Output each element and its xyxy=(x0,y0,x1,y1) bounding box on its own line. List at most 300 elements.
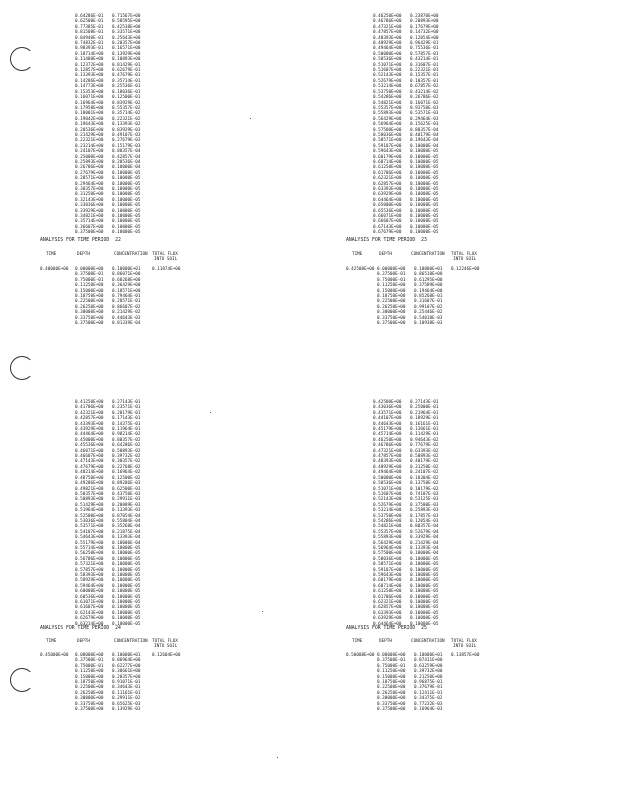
continued-depth-column-cell: 0.60179E+00 xyxy=(373,154,402,160)
concentration-column-cell: 0.10938E-03 xyxy=(414,321,443,327)
continued-concentration-column-cell: 0.10000E-05 xyxy=(112,573,141,578)
continued-concentration-column-cell: 0.10000E-05 xyxy=(410,583,439,589)
time-value: 0.50000E+00 xyxy=(346,653,375,658)
continued-concentration-column-cell: 0.15625E-03 xyxy=(410,122,439,128)
continued-concentration-column-cell: 0.10000E-05 xyxy=(112,197,141,203)
continued-concentration-column-cell: 0.13750E-02 xyxy=(410,481,439,487)
continued-depth-column-cell: 0.63929E+00 xyxy=(373,616,402,622)
continued-depth-column-cell: 0.61071E+00 xyxy=(75,600,104,606)
continued-concentration-column-cell: 0.10000E-04 xyxy=(112,165,141,171)
concentration-column-cell: 0.63259E+00 xyxy=(414,663,443,669)
continued-concentration-column-cell: 0.25000E-01 xyxy=(410,405,439,411)
continued-depth-column-cell: 0.25893E+00 xyxy=(75,159,104,165)
continued-depth-column-cell: 0.52679E+00 xyxy=(373,502,402,508)
continued-depth-column-cell: 0.53750E+00 xyxy=(373,89,402,95)
period-header: ANALYSIS FOR TIME PERIOD 24 xyxy=(40,626,121,631)
continued-concentration-column-cell: 0.10179E-02 xyxy=(410,486,439,492)
continued-depth-column-cell: 0.30357E+00 xyxy=(75,187,104,192)
continued-concentration-column-cell: 0.20089E-03 xyxy=(112,502,141,508)
continued-concentration-column xyxy=(112,400,140,627)
continued-depth-column-cell: 0.35714E+00 xyxy=(75,219,104,225)
depth-column-cell: 0.00000E+00 xyxy=(75,267,104,272)
depth-column-cell: 0.22500E+00 xyxy=(75,685,104,691)
continued-concentration-column-cell: 0.18929E-01 xyxy=(410,416,439,422)
column-header-time: TIME xyxy=(352,639,363,644)
binder-hole-top xyxy=(10,47,34,71)
scan-speck xyxy=(250,118,251,119)
continued-depth-column-cell: 0.45179E+00 xyxy=(373,427,402,433)
continued-concentration-column-cell: 0.39732E-02 xyxy=(112,454,141,460)
continued-depth-column-cell: 0.54821E+00 xyxy=(373,524,402,530)
continued-depth-column-cell: 0.56429E+00 xyxy=(373,540,402,546)
column-header-concentration: CONCENTRATION xyxy=(411,639,445,644)
continued-concentration-column-cell: 0.62500E-03 xyxy=(112,486,141,492)
continued-depth-column-cell: 0.31250E+00 xyxy=(75,192,104,198)
continued-concentration-column-cell: 0.13661E-01 xyxy=(410,427,439,433)
continued-concentration-column-cell: 0.12054E+00 xyxy=(410,35,439,41)
depth-column-cell: 0.30000E+00 xyxy=(377,696,406,702)
continued-depth-column-cell: 0.55893E+00 xyxy=(373,111,402,117)
continued-depth-column-cell: 0.45536E+00 xyxy=(75,443,104,449)
continued-depth-column-cell: 0.28571E+00 xyxy=(75,176,104,182)
concentration-column-cell: 0.86071E+00 xyxy=(112,272,141,278)
column-header-into-soil: INTO SOIL xyxy=(154,644,178,649)
continued-depth-column-cell: 0.50000E+00 xyxy=(373,51,402,57)
continued-concentration-column-cell: 0.10000E-05 xyxy=(112,181,141,187)
continued-concentration-column-cell: 0.10000E-05 xyxy=(410,214,439,220)
continued-concentration-column-cell: 0.83929E-02 xyxy=(112,100,141,106)
continued-depth-column-cell: 0.47321E+00 xyxy=(373,448,402,454)
depth-column-cell: 0.30000E+00 xyxy=(75,310,104,316)
continued-depth-column-cell: 0.63393E+00 xyxy=(373,187,402,192)
depth-column-cell: 0.26250E+00 xyxy=(75,690,104,696)
depth-column-cell: 0.75000E-01 xyxy=(377,663,406,669)
concentration-column-cell: 0.10000E+01 xyxy=(414,267,443,272)
continued-concentration-column-cell: 0.18036E-01 xyxy=(112,89,141,95)
continued-depth-column xyxy=(75,400,103,627)
continued-depth-column-cell: 0.46250E+00 xyxy=(373,14,402,19)
column-header-time: TIME xyxy=(352,252,363,257)
continued-concentration-column-cell: 0.57857E-01 xyxy=(410,51,439,57)
continued-concentration-column-cell: 0.35268E-04 xyxy=(112,524,141,530)
depth-column-cell: 0.37500E+00 xyxy=(75,321,104,327)
concentration-column-cell: 0.37589E+00 xyxy=(414,283,443,289)
concentration-column xyxy=(414,653,442,712)
total-flux-value: 0.13857E+00 xyxy=(451,653,480,658)
total-flux-value: 0.12604E+00 xyxy=(152,653,181,658)
continued-concentration-column-cell: 0.17143E-01 xyxy=(112,416,141,422)
continued-depth-column-cell: 0.64464E+00 xyxy=(373,197,402,203)
continued-concentration-column-cell: 0.10000E-05 xyxy=(112,605,141,611)
depth-column-cell: 0.75000E-01 xyxy=(75,277,104,283)
continued-concentration-column-cell: 0.15357E-01 xyxy=(410,73,439,79)
concentration-column-cell: 0.77232E-03 xyxy=(414,701,443,707)
continued-concentration-column-cell: 0.10000E-05 xyxy=(112,610,141,616)
continued-concentration-column-cell: 0.47679E-01 xyxy=(112,73,141,79)
depth-column-cell: 0.00000E+00 xyxy=(75,653,104,658)
continued-concentration-column-cell: 0.21875E-04 xyxy=(112,529,141,535)
continued-concentration-column-cell: 0.30357E-02 xyxy=(112,459,141,465)
continued-concentration-column-cell: 0.33571E+00 xyxy=(112,30,141,36)
continued-concentration-column-cell: 0.20893E+00 xyxy=(410,19,439,25)
continued-depth-column-cell: 0.52143E+00 xyxy=(373,73,402,79)
concentration-column-cell: 0.12411E-01 xyxy=(414,690,443,696)
continued-concentration-column-cell: 0.80357E-04 xyxy=(112,149,141,155)
continued-depth-column-cell: 0.41250E+00 xyxy=(75,400,104,405)
continued-depth-column-cell: 0.43036E+00 xyxy=(373,405,402,411)
continued-depth-column-cell: 0.44107E+00 xyxy=(373,416,402,422)
concentration-column xyxy=(414,267,442,326)
continued-concentration-column-cell: 0.10000E-05 xyxy=(410,573,439,578)
continued-concentration-column-cell: 0.10000E-05 xyxy=(410,176,439,182)
continued-concentration-column-cell: 0.22321E-01 xyxy=(410,68,439,74)
total-flux-value: 0.12246E+00 xyxy=(451,267,480,272)
concentration-column-cell: 0.19464E+00 xyxy=(414,288,443,294)
continued-depth-column-cell: 0.45000E+00 xyxy=(75,437,104,443)
continued-depth-column-cell: 0.13393E+00 xyxy=(75,73,104,79)
continued-concentration-column-cell: 0.10000E-05 xyxy=(112,230,141,236)
continued-depth-column-cell: 0.54286E+00 xyxy=(373,518,402,524)
continued-concentration-column-cell: 0.25536E-01 xyxy=(112,84,141,90)
concentration-column-cell: 0.11161E-01 xyxy=(112,690,141,696)
continued-depth-column-cell: 0.51964E+00 xyxy=(75,508,104,514)
period-header: ANALYSIS FOR TIME PERIOD 25 xyxy=(346,626,427,631)
concentration-column-cell: 0.44643E-03 xyxy=(112,315,141,321)
continued-concentration-column-cell: 0.10000E-04 xyxy=(410,143,439,149)
continued-concentration-column-cell: 0.20179E-01 xyxy=(112,410,141,416)
continued-depth-column-cell: 0.47857E+00 xyxy=(373,454,402,460)
column-header-depth: DEPTH xyxy=(77,639,90,644)
continued-depth-column-cell: 0.48214E+00 xyxy=(75,470,104,476)
binder-hole-middle xyxy=(10,356,34,380)
column-header-concentration: CONCENTRATION xyxy=(114,252,148,257)
continued-concentration-column-cell: 0.10000E-05 xyxy=(112,170,141,176)
depth-column xyxy=(377,653,405,712)
column-header-total-flux: TOTAL FLUX xyxy=(451,639,477,644)
continued-concentration-column-cell: 0.10000E-05 xyxy=(410,197,439,203)
continued-depth-column-cell: 0.14773E+00 xyxy=(75,84,104,90)
column-header-into-soil: INTO SOIL xyxy=(453,257,477,262)
continued-concentration-column-cell: 0.52679E-04 xyxy=(410,529,439,535)
continued-depth-column-cell: 0.53571E+00 xyxy=(75,524,104,530)
continued-concentration-column-cell: 0.75536E-01 xyxy=(410,46,439,52)
continued-concentration-column-cell: 0.10000E-05 xyxy=(410,181,439,187)
concentration-column-cell: 0.61295E+00 xyxy=(414,277,443,283)
continued-depth-column-cell: 0.74832E-01 xyxy=(75,41,104,47)
continued-concentration-column-cell: 0.10000E-05 xyxy=(112,187,141,192)
continued-depth-column-cell: 0.19643E+00 xyxy=(75,122,104,128)
continued-depth-column-cell: 0.55357E+00 xyxy=(373,105,402,111)
continued-depth-column-cell: 0.60536E+00 xyxy=(75,594,104,600)
continued-depth-column-cell: 0.58929E+00 xyxy=(75,578,104,584)
continued-depth-column-cell: 0.42500E+00 xyxy=(373,400,402,405)
continued-depth-column-cell: 0.65000E+00 xyxy=(373,203,402,209)
continued-concentration-column-cell: 0.16071E-02 xyxy=(410,100,439,106)
continued-depth-column-cell: 0.62679E+00 xyxy=(75,616,104,622)
continued-concentration-column-cell: 0.20357E+00 xyxy=(112,41,141,47)
depth-column-cell: 0.00000E+00 xyxy=(377,653,406,658)
continued-concentration-column-cell: 0.14732E+00 xyxy=(410,30,439,36)
continued-concentration-column-cell: 0.11429E-01 xyxy=(410,432,439,438)
concentration-column-cell: 0.96875E-01 xyxy=(414,680,443,686)
depth-column-cell: 0.22500E+00 xyxy=(377,299,406,305)
continued-depth-column-cell: 0.63929E+00 xyxy=(373,192,402,198)
continued-depth-column-cell: 0.51607E+00 xyxy=(373,68,402,74)
continued-concentration-column-cell: 0.10000E-05 xyxy=(410,562,439,568)
continued-concentration-column-cell: 0.64286E-02 xyxy=(112,443,141,449)
continued-depth-column-cell: 0.32143E+00 xyxy=(75,197,104,203)
continued-concentration-column-cell: 0.10000E-05 xyxy=(112,203,141,209)
continued-depth-column-cell: 0.67679E+00 xyxy=(373,230,402,236)
continued-depth-column-cell: 0.66071E+00 xyxy=(373,214,402,220)
continued-depth-column-cell: 0.25000E+00 xyxy=(75,154,104,160)
continued-concentration-column-cell: 0.26786E-02 xyxy=(410,95,439,101)
continued-concentration-column-cell: 0.10000E-05 xyxy=(112,208,141,214)
continued-concentration-column-cell: 0.13393E-03 xyxy=(112,508,141,514)
continued-concentration-column-cell: 0.43214E-02 xyxy=(410,89,439,95)
continued-concentration-column-cell: 0.10000E-05 xyxy=(410,605,439,611)
concentration-column-cell: 0.10000E+01 xyxy=(414,653,443,658)
depth-column-cell: 0.15000E+00 xyxy=(377,288,406,294)
continued-concentration-column-cell: 0.50893E-02 xyxy=(410,454,439,460)
continued-concentration-column-cell: 0.94643E-02 xyxy=(410,437,439,443)
continued-concentration-column-cell: 0.62679E-01 xyxy=(112,68,141,74)
continued-depth-column-cell: 0.55179E+00 xyxy=(75,540,104,546)
continued-depth-column-cell: 0.77385E-01 xyxy=(75,24,104,30)
continued-concentration-column-cell: 0.10000E-05 xyxy=(112,600,141,606)
continued-depth-column-cell: 0.56429E+00 xyxy=(373,116,402,122)
continued-concentration-column-cell: 0.25643E+00 xyxy=(112,35,141,41)
continued-concentration-column-cell: 0.20536E-04 xyxy=(112,159,141,165)
continued-concentration-column-cell: 0.77679E-02 xyxy=(410,443,439,449)
continued-depth-column-cell: 0.53750E+00 xyxy=(373,513,402,519)
continued-concentration-column-cell: 0.10000E-05 xyxy=(410,187,439,192)
continued-concentration-column-cell: 0.10000E-05 xyxy=(112,589,141,595)
period-header: ANALYSIS FOR TIME PERIOD 22 xyxy=(40,238,121,243)
continued-concentration-column-cell: 0.10000E-05 xyxy=(410,192,439,198)
continued-depth-column-cell: 0.62321E+00 xyxy=(373,600,402,606)
continued-depth-column-cell: 0.46786E+00 xyxy=(373,443,402,449)
continued-depth-column-cell: 0.43393E+00 xyxy=(75,421,104,427)
continued-depth-column-cell: 0.48929E+00 xyxy=(373,41,402,47)
continued-concentration-column-cell: 0.10000E-05 xyxy=(410,616,439,622)
continued-concentration-column-cell: 0.21429E-04 xyxy=(410,540,439,546)
continued-concentration-column-cell: 0.89286E-03 xyxy=(112,481,141,487)
depth-column-cell: 0.37500E-01 xyxy=(377,272,406,278)
continued-concentration-column-cell: 0.10000E-05 xyxy=(112,562,141,568)
continued-depth-column-cell: 0.52500E+00 xyxy=(75,513,104,519)
continued-depth-column-cell: 0.37500E+00 xyxy=(75,230,104,236)
continued-concentration-column-cell: 0.10000E-05 xyxy=(410,556,439,562)
continued-concentration-column-cell: 0.53571E-03 xyxy=(410,111,439,117)
continued-concentration-column xyxy=(410,14,438,236)
continued-concentration-column-cell: 0.13393E-02 xyxy=(112,122,141,128)
continued-concentration-column-cell: 0.10000E-05 xyxy=(410,170,439,176)
continued-depth-column-cell: 0.84940E-01 xyxy=(75,35,104,41)
continued-concentration-column-cell: 0.10000E-05 xyxy=(112,594,141,600)
continued-depth-column-cell: 0.56964E+00 xyxy=(373,545,402,551)
continued-concentration-column-cell: 0.19643E-04 xyxy=(410,138,439,144)
continued-concentration-column-cell: 0.18304E-02 xyxy=(410,475,439,481)
continued-depth-column-cell: 0.64286E-01 xyxy=(75,14,104,19)
continued-depth-column-cell: 0.18001E+00 xyxy=(75,111,104,117)
continued-depth-column-cell: 0.54643E+00 xyxy=(75,535,104,541)
depth-column-cell: 0.26250E+00 xyxy=(75,304,104,310)
continued-depth-column-cell: 0.50000E+00 xyxy=(373,475,402,481)
continued-depth-column-cell: 0.51429E+00 xyxy=(75,502,104,508)
continued-concentration-column-cell: 0.10000E-05 xyxy=(112,556,141,562)
continued-depth-column-cell: 0.24107E+00 xyxy=(75,149,104,155)
continued-concentration-column-cell: 0.11964E-01 xyxy=(112,427,141,433)
time-value: 0.42500E+00 xyxy=(346,267,375,272)
concentration-column-cell: 0.86518E+00 xyxy=(414,272,443,278)
continued-depth-column-cell: 0.46071E+00 xyxy=(75,448,104,454)
concentration-column-cell: 0.37679E-01 xyxy=(414,685,443,691)
column-header-into-soil: INTO SOIL xyxy=(154,257,178,262)
continued-concentration-column-cell: 0.33929E-04 xyxy=(410,535,439,541)
continued-concentration-column-cell: 0.12500E-02 xyxy=(112,475,141,481)
depth-column-cell: 0.30000E+00 xyxy=(75,696,104,702)
concentration-column-cell: 0.86607E-02 xyxy=(112,304,141,310)
continued-depth-column-cell: 0.49286E+00 xyxy=(75,481,104,487)
column-header-depth: DEPTH xyxy=(77,252,90,257)
continued-concentration-column-cell: 0.71567E+00 xyxy=(112,14,141,19)
column-header-into-soil: INTO SOIL xyxy=(453,644,477,649)
continued-concentration-column-cell: 0.50893E-02 xyxy=(112,448,141,454)
continued-depth-column-cell: 0.50357E+00 xyxy=(75,491,104,497)
continued-depth-column-cell: 0.56250E+00 xyxy=(75,551,104,557)
continued-depth-column-cell: 0.27679E+00 xyxy=(75,170,104,176)
continued-concentration-column-cell: 0.53125E-03 xyxy=(410,497,439,503)
continued-depth-column-cell: 0.58571E+00 xyxy=(373,138,402,144)
depth-column-cell: 0.11250E+00 xyxy=(75,669,104,675)
concentration-column-cell: 0.60268E+00 xyxy=(112,277,141,283)
continued-depth-column-cell: 0.51607E+00 xyxy=(373,491,402,497)
continued-concentration-column-cell: 0.10000E-05 xyxy=(410,567,439,573)
concentration-column-cell: 0.91071E-01 xyxy=(112,680,141,686)
continued-depth-column-cell: 0.60714E+00 xyxy=(373,159,402,165)
concentration-column-cell: 0.20357E+00 xyxy=(112,674,141,680)
continued-concentration-column-cell: 0.80357E-04 xyxy=(410,127,439,133)
depth-column-cell: 0.22500E+00 xyxy=(377,685,406,691)
depth-column-cell: 0.15000E+00 xyxy=(377,674,406,680)
concentration-column-cell: 0.38661E+00 xyxy=(112,669,141,675)
concentration-column-cell: 0.65625E-03 xyxy=(112,701,141,707)
period-header: ANALYSIS FOR TIME PERIOD 23 xyxy=(346,238,427,243)
continued-concentration-column-cell: 0.10000E-05 xyxy=(410,159,439,165)
continued-concentration-column xyxy=(410,400,438,627)
continued-concentration-column-cell: 0.16964E-02 xyxy=(112,470,141,476)
continued-depth-column xyxy=(75,14,103,236)
continued-depth-column-cell: 0.22321E+00 xyxy=(75,138,104,144)
depth-column-cell: 0.37500E-01 xyxy=(75,658,104,664)
continued-depth-column-cell: 0.53214E+00 xyxy=(373,84,402,90)
depth-column-cell: 0.00000E+00 xyxy=(377,267,406,272)
continued-depth-column-cell: 0.46250E+00 xyxy=(373,437,402,443)
continued-depth-column-cell: 0.34821E+00 xyxy=(75,214,104,220)
continued-depth-column-cell: 0.42857E+00 xyxy=(75,416,104,422)
binder-hole-bottom xyxy=(10,668,34,692)
continued-concentration-column-cell: 0.10000E-05 xyxy=(410,149,439,155)
continued-concentration-column-cell: 0.10000E-05 xyxy=(410,600,439,606)
continued-depth-column-cell: 0.61607E+00 xyxy=(75,605,104,611)
continued-concentration-column-cell: 0.13393E-04 xyxy=(410,545,439,551)
continued-depth-column-cell: 0.59107E+00 xyxy=(373,567,402,573)
continued-concentration-column-cell: 0.98214E-02 xyxy=(112,432,141,438)
continued-depth-column-cell: 0.48393E+00 xyxy=(373,35,402,41)
column-header-total-flux: TOTAL FLUX xyxy=(152,639,178,644)
continued-depth-column-cell: 0.61786E+00 xyxy=(373,594,402,600)
continued-concentration-column-cell: 0.74107E-03 xyxy=(410,491,439,497)
continued-depth-column-cell: 0.57500E+00 xyxy=(373,127,402,133)
continued-depth-column-cell: 0.63393E+00 xyxy=(373,610,402,616)
continued-concentration-column-cell: 0.29464E-03 xyxy=(410,116,439,122)
continued-concentration-column-cell: 0.63393E-02 xyxy=(410,448,439,454)
column-header-time: TIME xyxy=(46,252,57,257)
continued-concentration-column-cell: 0.10000E-05 xyxy=(410,621,439,627)
depth-column-cell: 0.15000E+00 xyxy=(75,288,104,294)
continued-concentration-column-cell: 0.10000E-04 xyxy=(410,551,439,557)
continued-depth-column-cell: 0.29464E+00 xyxy=(75,181,104,187)
continued-concentration-column-cell: 0.27143E-01 xyxy=(410,400,439,405)
concentration-column-cell: 0.85268E-01 xyxy=(414,294,443,300)
scan-speck xyxy=(277,757,278,758)
continued-concentration-column-cell: 0.10000E-05 xyxy=(410,594,439,600)
continued-depth-column-cell: 0.51071E+00 xyxy=(373,486,402,492)
continued-concentration-column-cell: 0.23571E-01 xyxy=(112,405,141,411)
continued-concentration-column-cell: 0.31250E-02 xyxy=(410,464,439,470)
concentration-column-cell: 0.16964E-03 xyxy=(414,707,443,713)
continued-concentration-column-cell: 0.12500E-01 xyxy=(112,95,141,101)
continued-depth-column-cell: 0.64464E+00 xyxy=(373,621,402,627)
continued-depth-column-cell: 0.46607E+00 xyxy=(75,454,104,460)
continued-depth-column-cell: 0.60000E+00 xyxy=(75,589,104,595)
concentration-column-cell: 0.21250E+00 xyxy=(414,674,443,680)
depth-column-cell: 0.37500E-01 xyxy=(377,658,406,664)
continued-depth-column xyxy=(373,14,401,236)
continued-depth-column-cell: 0.48393E+00 xyxy=(373,459,402,465)
continued-concentration-column-cell: 0.27679E-03 xyxy=(112,138,141,144)
continued-depth-column-cell: 0.23214E+00 xyxy=(75,143,104,149)
column-header-time: TIME xyxy=(46,639,57,644)
continued-depth-column-cell: 0.56786E+00 xyxy=(75,556,104,562)
continued-concentration-column-cell: 0.40179E-02 xyxy=(410,459,439,465)
continued-depth-column-cell: 0.60714E+00 xyxy=(373,583,402,589)
continued-depth-column-cell: 0.11488E+00 xyxy=(75,57,104,63)
continued-depth-column-cell: 0.54821E+00 xyxy=(373,100,402,106)
continued-concentration-column-cell: 0.10000E-05 xyxy=(410,203,439,209)
continued-depth-column-cell: 0.62857E+00 xyxy=(373,181,402,187)
continued-concentration-column-cell: 0.10000E-04 xyxy=(112,540,141,546)
continued-depth-column-cell: 0.65536E+00 xyxy=(373,208,402,214)
continued-depth-column-cell: 0.57321E+00 xyxy=(75,562,104,568)
continued-depth-column-cell: 0.62500E-01 xyxy=(75,19,104,25)
continued-depth-column-cell: 0.58036E+00 xyxy=(373,556,402,562)
depth-column-cell: 0.26250E+00 xyxy=(377,690,406,696)
continued-depth-column-cell: 0.55714E+00 xyxy=(75,545,104,551)
continued-depth-column-cell: 0.52679E+00 xyxy=(373,78,402,84)
continued-depth-column-cell: 0.66607E+00 xyxy=(373,219,402,225)
continued-depth-column-cell: 0.49464E+00 xyxy=(373,46,402,52)
continued-depth-column-cell: 0.48750E+00 xyxy=(75,475,104,481)
continued-concentration-column-cell: 0.10000E-05 xyxy=(410,208,439,214)
continued-concentration-column-cell: 0.22768E-02 xyxy=(112,464,141,470)
depth-column xyxy=(75,653,103,712)
depth-column-cell: 0.11250E+00 xyxy=(75,283,104,289)
continued-depth-column-cell: 0.62321E+00 xyxy=(373,176,402,182)
continued-concentration-column-cell: 0.43750E-03 xyxy=(112,491,141,497)
continued-concentration-column-cell: 0.10000E-05 xyxy=(112,616,141,622)
